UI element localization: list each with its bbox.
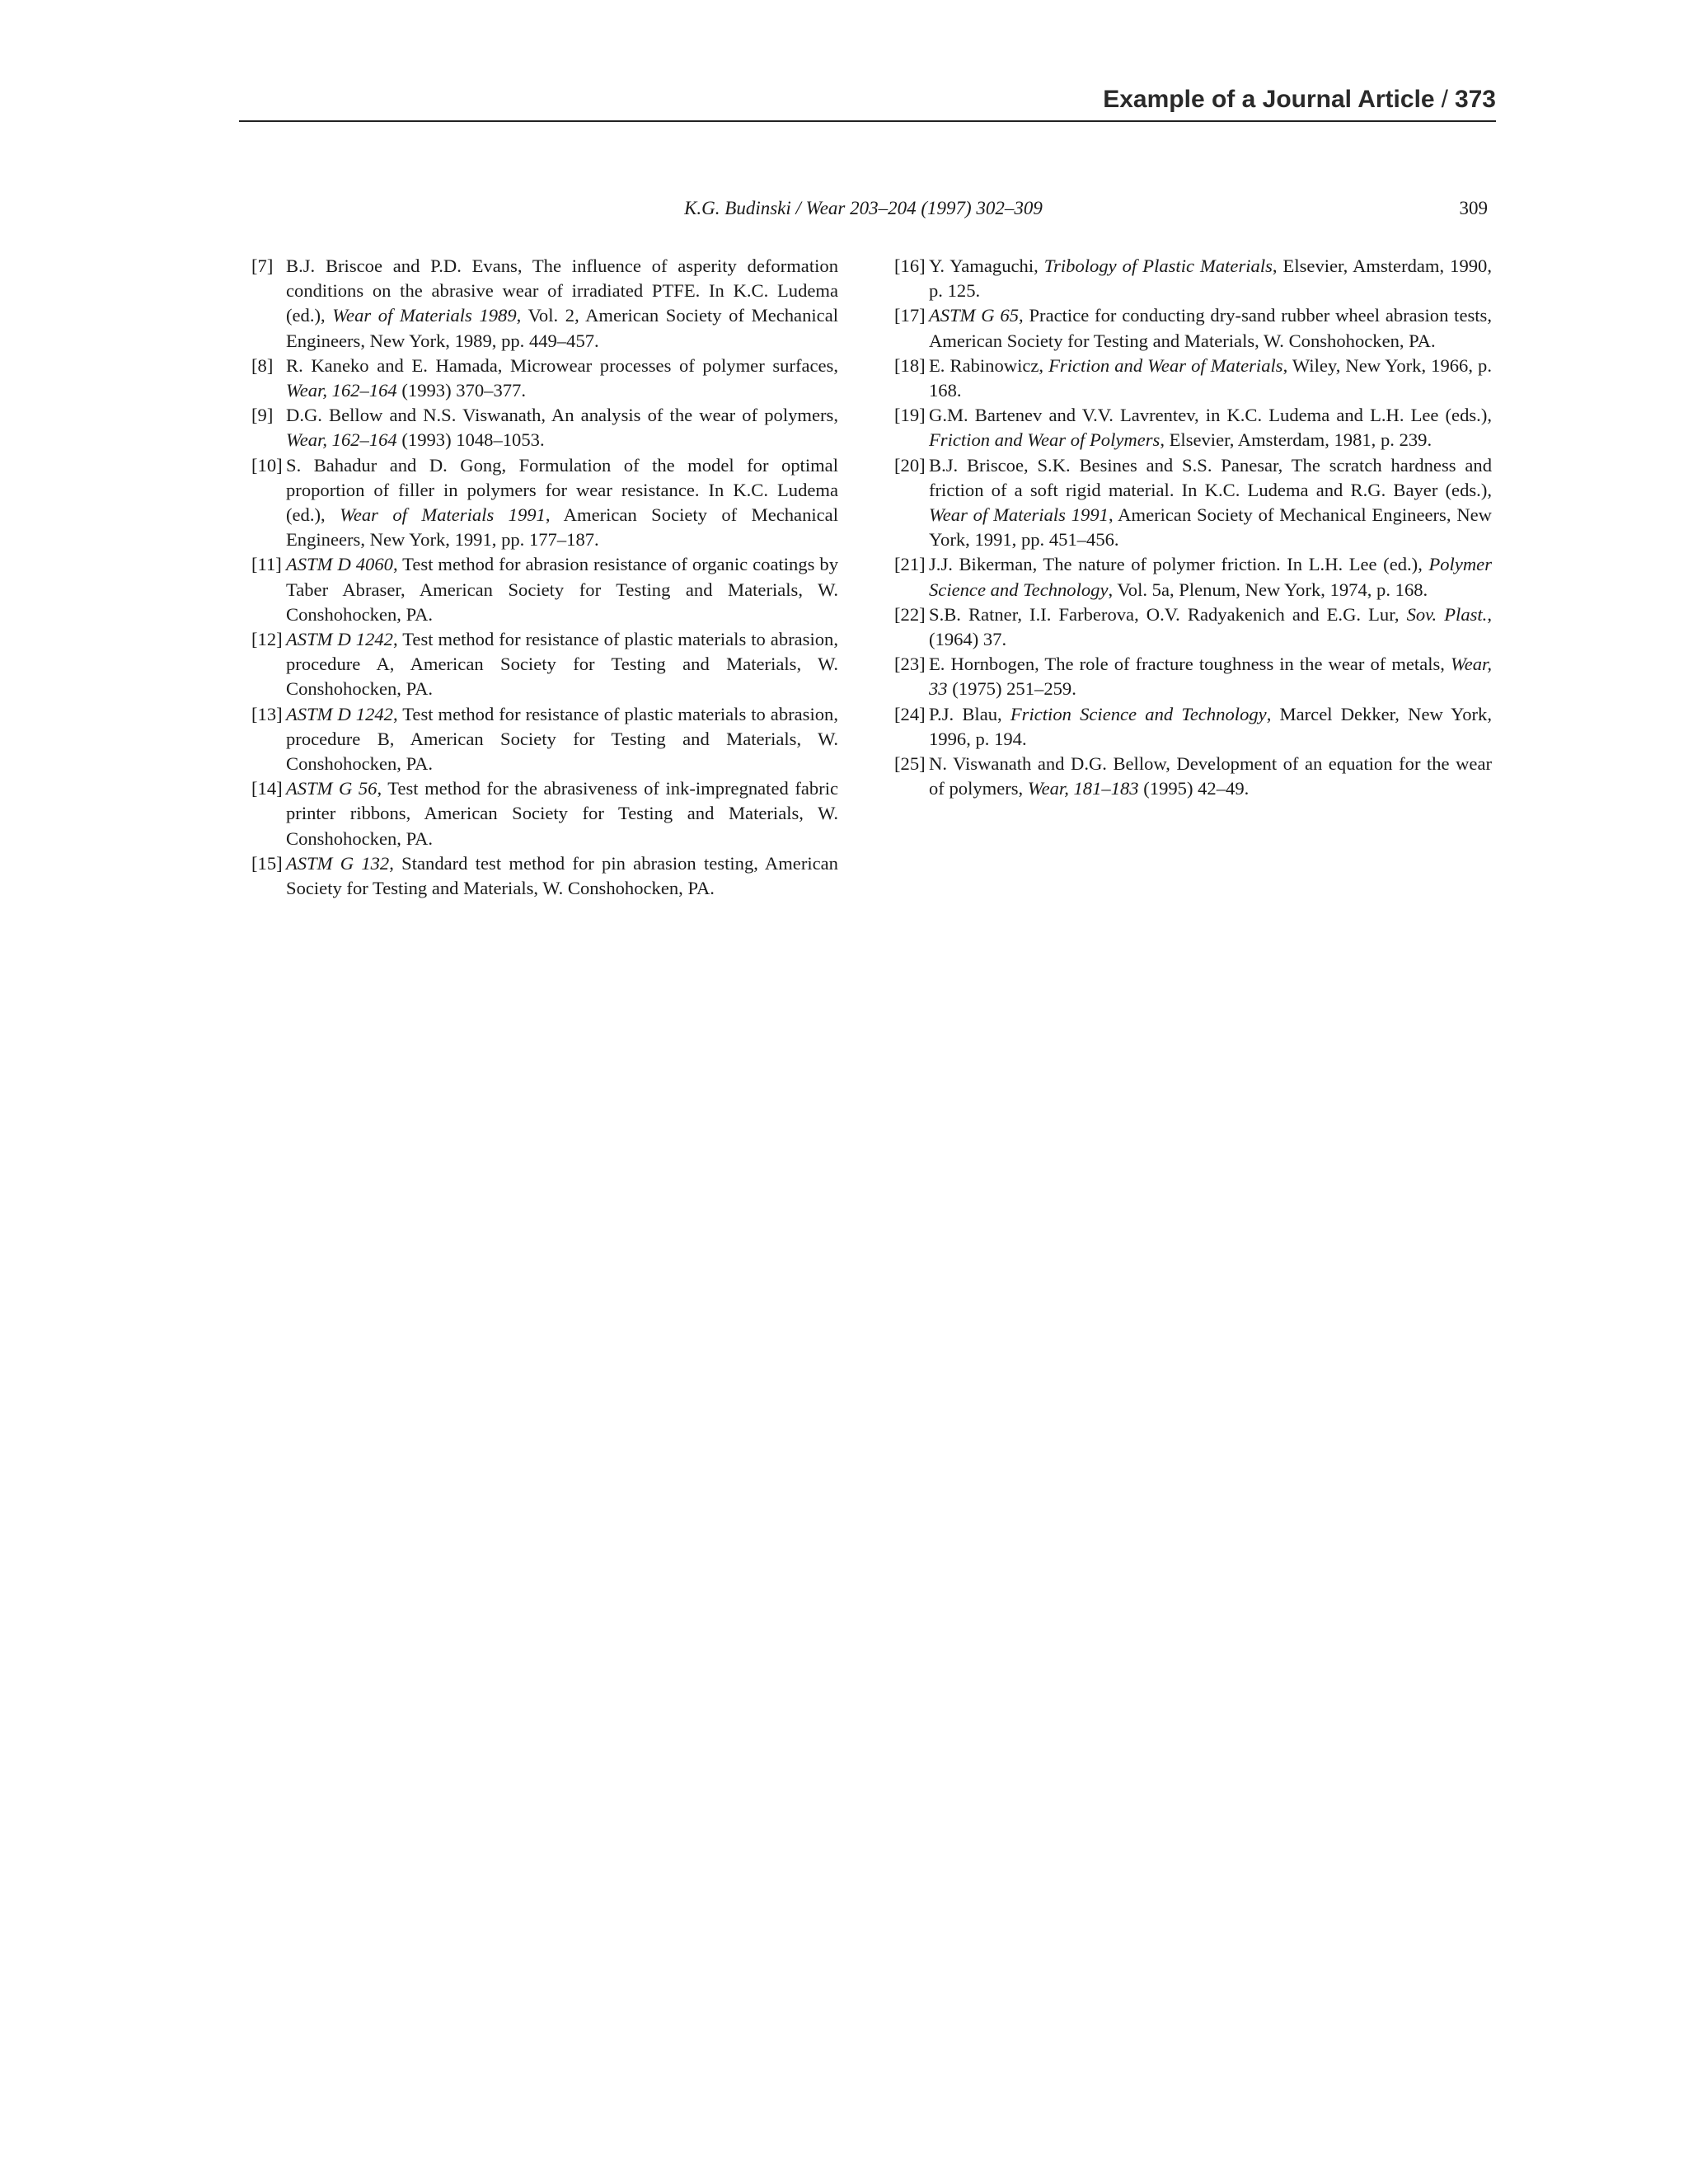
journal-page-number: 309 <box>1459 198 1488 218</box>
reference-italic-title: Friction Science and Technology <box>1010 703 1267 724</box>
reference-text: , Elsevier, Amsterdam, 1990, p. 125. <box>929 255 1492 302</box>
reference-number: [16] <box>894 255 926 276</box>
reference-text: S.B. Ratner, I.I. Farberova, O.V. Radyakenich and E.G. Lur, <box>929 603 1407 625</box>
reference-text: E. Rabinowicz, <box>929 354 1049 376</box>
reference-text: (1975) 251–259. <box>947 678 1076 700</box>
reference-number: [8] <box>251 354 274 376</box>
reference-text: S. Bahadur and D. Gong, Formulation of the model for optimal proportion of filler in polymers for wear resistance. In K.C. Ludema (ed.), <box>286 454 838 526</box>
reference-italic-title: ASTM G 132 <box>286 852 390 874</box>
reference-number: [15] <box>251 852 283 874</box>
reference-text: , Test method for resistance of plastic materials to abrasion, procedure B, American Society for Testing and Materials, W. Conshohocken, PA. <box>286 703 838 775</box>
reference-italic-title: ASTM D 1242 <box>286 629 393 650</box>
reference-number: [24] <box>894 703 926 724</box>
reference-text: (1993) 1048–1053. <box>396 429 545 451</box>
reference-text: (1993) 370–377. <box>396 380 526 401</box>
references-left-column <box>251 254 838 901</box>
reference-text: , Standard test method for pin abrasion testing, American Society for Testing and Materials, W. Conshohocken, PA. <box>286 852 838 899</box>
reference-italic-title: Wear, 162–164 <box>286 380 397 401</box>
reference-number: [20] <box>894 454 926 476</box>
reference-entry <box>894 602 1492 652</box>
reference-text: , Wiley, New York, 1966, p. 168. <box>929 354 1492 401</box>
reference-entry <box>894 552 1492 602</box>
reference-text: B.J. Briscoe and P.D. Evans, The influence of asperity deformation conditions on the abrasive wear of irradiated PTFE. In K.C. Ludema (ed.), <box>286 255 838 326</box>
reference-entry <box>894 453 1492 553</box>
reference-entry <box>894 702 1492 752</box>
reference-text: , Practice for conducting dry-sand rubber wheel abrasion tests, American Society for Testing and Materials, W. Conshohocken, PA. <box>929 305 1492 351</box>
reference-entry <box>894 254 1492 303</box>
reference-text: , Marcel Dekker, New York, 1996, p. 194. <box>929 703 1492 749</box>
reference-italic-title: Wear of Materials 1991 <box>340 504 546 526</box>
reference-entry <box>251 354 838 403</box>
book-page-header <box>239 82 1496 122</box>
book-header-separator: / <box>1441 86 1448 113</box>
reference-text: G.M. Bartenev and V.V. Lavrentev, in K.C. Ludema and L.H. Lee (eds.), <box>929 405 1492 426</box>
reference-italic-title: Friction and Wear of Polymers <box>929 429 1160 451</box>
reference-entry <box>251 702 838 777</box>
reference-text: J.J. Bikerman, The nature of polymer friction. In L.H. Lee (ed.), <box>929 554 1429 575</box>
reference-text: R. Kaneko and E. Hamada, Microwear processes of polymer surfaces, <box>286 354 838 376</box>
reference-entry <box>894 354 1492 403</box>
reference-entry <box>894 303 1492 353</box>
reference-number: [12] <box>251 629 283 650</box>
reference-number: [7] <box>251 255 274 276</box>
reference-number: [18] <box>894 354 926 376</box>
reference-text: , Test method for abrasion resistance of organic coatings by Taber Abraser, American Society for Testing and Materials, W. Conshohocken, PA. <box>286 554 838 625</box>
reference-number: [21] <box>894 554 926 575</box>
reference-entry <box>251 552 838 627</box>
reference-italic-title: Polymer Science and Technology <box>929 554 1492 600</box>
reference-number: [25] <box>894 753 926 775</box>
reference-number: [14] <box>251 778 283 799</box>
reference-italic-title: Wear, 162–164 <box>286 429 397 451</box>
reference-entry <box>894 652 1492 701</box>
reference-number: [11] <box>251 554 282 575</box>
reference-text: (1995) 42–49. <box>1138 778 1250 799</box>
reference-text: , Test method for the abrasiveness of ink-impregnated fabric printer ribbons, American Society for Testing and Materials, W. Conshohocken, PA. <box>286 778 838 849</box>
reference-entry <box>894 403 1492 452</box>
reference-italic-title: Wear of Materials 1991 <box>929 504 1109 526</box>
reference-entry <box>251 776 838 851</box>
reference-text: P.J. Blau, <box>929 703 1010 724</box>
reference-text: B.J. Briscoe, S.K. Besines and S.S. Panesar, The scratch hardness and friction of a soft rigid material. In K.C. Ludema and R.G. Bayer (eds.), <box>929 454 1492 500</box>
reference-number: [17] <box>894 305 926 326</box>
reference-number: [9] <box>251 405 274 426</box>
reference-italic-title: ASTM D 1242 <box>286 703 393 724</box>
reference-text: N. Viswanath and D.G. Bellow, Development of an equation for the wear of polymers, <box>929 753 1492 799</box>
book-header-title: Example of a Journal Article <box>1103 86 1435 113</box>
reference-entry <box>251 453 838 553</box>
reference-number: [19] <box>894 405 926 426</box>
reference-italic-title: Friction and Wear of Materials <box>1048 354 1283 376</box>
reference-text: , Elsevier, Amsterdam, 1981, p. 239. <box>1160 429 1432 451</box>
reference-entry <box>894 752 1492 801</box>
reference-italic-title: Wear, 33 <box>929 654 1492 700</box>
reference-italic-title: ASTM G 56 <box>286 778 377 799</box>
reference-number: [13] <box>251 703 283 724</box>
reference-text: , American Society of Mechanical Engineers, New York, 1991, pp. 177–187. <box>286 504 838 551</box>
reference-italic-title: ASTM D 4060 <box>286 554 393 575</box>
reference-text: , Vol. 2, American Society of Mechanical Engineers, New York, 1989, pp. 449–457. <box>286 305 838 351</box>
reference-entry <box>251 851 838 901</box>
reference-number: [10] <box>251 454 283 476</box>
reference-italic-title: Wear, 181–183 <box>1027 778 1139 799</box>
reference-text: D.G. Bellow and N.S. Viswanath, An analysis of the wear of polymers, <box>286 405 838 426</box>
journal-citation-line: K.G. Budinski / Wear 203–204 (1997) 302–309 <box>684 198 1043 218</box>
book-header-page-number: 373 <box>1454 86 1496 113</box>
reference-italic-title: Wear of Materials 1989 <box>332 305 517 326</box>
reference-entry <box>251 254 838 354</box>
reference-italic-title: Sov. Plast. <box>1406 603 1488 625</box>
reference-text: , American Society of Mechanical Engineers, New York, 1991, pp. 451–456. <box>929 504 1492 551</box>
journal-running-head <box>239 198 1488 226</box>
reference-text: Y. Yamaguchi, <box>929 255 1044 276</box>
reference-entry <box>251 403 838 452</box>
reference-entry <box>251 627 838 702</box>
references-right-column <box>894 254 1492 801</box>
reference-text: , Test method for resistance of plastic materials to abrasion, procedure A, American Society for Testing and Materials, W. Conshohocken, PA. <box>286 629 838 700</box>
reference-text: E. Hornbogen, The role of fracture toughness in the wear of metals, <box>929 654 1451 675</box>
reference-italic-title: Tribology of Plastic Materials <box>1043 255 1273 276</box>
reference-number: [23] <box>894 654 926 675</box>
reference-text: , (1964) 37. <box>929 603 1492 650</box>
reference-number: [22] <box>894 603 926 625</box>
reference-italic-title: ASTM G 65 <box>929 305 1020 326</box>
reference-text: , Vol. 5a, Plenum, New York, 1974, p. 168. <box>1108 579 1428 600</box>
